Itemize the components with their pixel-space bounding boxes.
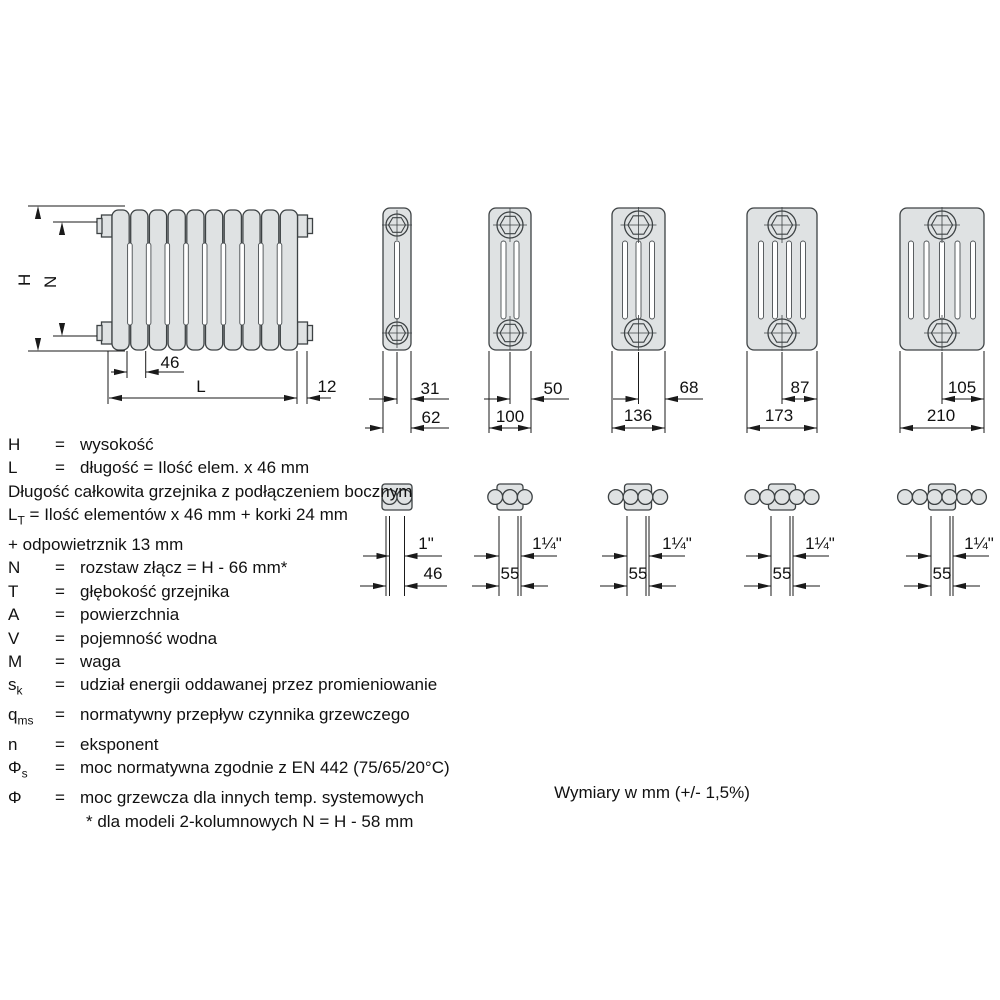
description: głębokość grzejnika — [80, 581, 230, 601]
nipple-left-bottom — [102, 322, 113, 344]
legend-row-n-exponent — [8, 733, 498, 756]
legend-row-l — [8, 456, 498, 479]
description: normatywny przepływ czynnika grzewczego — [80, 705, 410, 725]
description: udział energii oddawanej przez promieniowanie — [80, 675, 438, 695]
depth-label: 210 — [926, 406, 956, 425]
nipple-right-bottom-flange — [308, 326, 313, 341]
description: moc normatywna zgodnie z EN 442 (75/65/20°C) — [80, 758, 450, 778]
equals: = — [55, 758, 65, 778]
half-depth-label: 31 — [420, 379, 440, 398]
description: wysokość — [80, 435, 154, 454]
symbol: T — [8, 581, 19, 601]
half-depth-label: 105 — [947, 378, 977, 397]
legend-row-total-length-note: Długość całkowita grzejnika z podłączeniem bocznym — [8, 481, 413, 501]
pitch-label: 55 — [932, 564, 952, 583]
pitch-label: 55 — [500, 564, 520, 583]
equals: = — [55, 652, 65, 672]
height-dim-label: H — [15, 273, 34, 286]
symbol: L — [8, 505, 18, 525]
symbol: N — [8, 558, 21, 578]
symbol: n — [8, 735, 18, 755]
description: eksponent — [80, 735, 159, 755]
nipple-right-top — [298, 215, 308, 237]
symbol-subscript: T — [17, 513, 25, 528]
pitch-label: 55 — [772, 564, 792, 583]
symbol: V — [8, 628, 20, 648]
front-view-slots — [128, 243, 282, 325]
side-view-6-column — [900, 207, 984, 433]
symbol: Φ — [8, 758, 22, 778]
symbol-subscript: ms — [17, 713, 34, 728]
length-dim-label: L — [196, 377, 206, 396]
legend-row-t — [8, 580, 498, 603]
legend — [8, 433, 498, 833]
symbol: Φ — [8, 788, 22, 808]
symbol: A — [8, 605, 20, 625]
thread-size-label: 1¼" — [662, 534, 692, 553]
legend-row-lt — [8, 503, 498, 533]
legend-row-v — [8, 627, 498, 650]
side-view-3-column — [484, 208, 569, 433]
pitch-label: 55 — [628, 564, 648, 583]
dimensions-footnote: Wymiary w mm (+/- 1,5%) — [554, 783, 750, 802]
pitch-label: 46 — [423, 564, 443, 583]
legend-row-n — [8, 556, 498, 579]
depth-label: 173 — [764, 406, 794, 425]
description: waga — [80, 652, 121, 672]
side-view-2-column — [365, 208, 449, 433]
nipple-right-top-flange — [308, 219, 313, 234]
top-view-5-column — [744, 484, 835, 596]
top-view-4-column — [600, 484, 692, 596]
description: = Ilość elementów x 46 mm + korki 24 mm — [29, 505, 348, 525]
half-depth-label: 50 — [543, 379, 563, 398]
symbol-subscript: k — [16, 683, 23, 698]
nipple-right-bottom — [298, 322, 308, 344]
legend-row-a — [8, 603, 498, 626]
symbol: H — [8, 435, 21, 454]
symbol: s — [8, 675, 17, 695]
description: pojemność wodna — [80, 628, 218, 648]
nipple-left-top-flange — [97, 219, 102, 234]
legend-row-footnote-2col: * dla modeli 2-kolumnowych N = H - 58 mm — [86, 811, 414, 831]
equals: = — [55, 435, 65, 454]
thread-size-label: 1¼" — [964, 534, 994, 553]
equals: = — [55, 705, 65, 725]
symbol: q — [8, 705, 18, 725]
symbol: L — [8, 458, 18, 478]
equals: = — [55, 628, 65, 648]
equals: = — [55, 735, 65, 755]
description: moc grzewcza dla innych temp. systemowych — [80, 788, 424, 808]
thread-size-label: 1¼" — [805, 534, 835, 553]
half-depth-label: 87 — [790, 378, 810, 397]
equals: = — [55, 605, 65, 625]
description: powierzchnia — [80, 605, 180, 625]
legend-row-phi-s — [8, 756, 498, 786]
legend-row-air-vent: + odpowietrznik 13 mm — [8, 535, 184, 555]
equals: = — [55, 581, 65, 601]
side-view-5-column — [747, 207, 817, 433]
nipple-left-bottom-flange — [97, 326, 102, 341]
equals: = — [55, 458, 65, 478]
depth-label: 100 — [495, 407, 525, 426]
depth-label: 136 — [623, 406, 653, 425]
equals: = — [55, 675, 65, 695]
legend-row-qms — [8, 703, 498, 733]
nipple-left-top — [102, 215, 113, 237]
thread-size-label: 1" — [418, 534, 434, 553]
radiator-front-view — [97, 210, 313, 350]
legend-row-phi — [8, 786, 498, 809]
description: długość = Ilość elem. x 46 mm — [80, 458, 310, 478]
element-pitch-dim-label: 46 — [160, 353, 180, 372]
legend-row-m — [8, 650, 498, 673]
legend-row-sk — [8, 673, 498, 703]
equals: = — [55, 788, 65, 808]
side-view-4-column — [612, 207, 703, 433]
equals: = — [55, 558, 65, 578]
joint-spacing-dim-label: N — [41, 275, 60, 288]
depth-label: 62 — [421, 408, 441, 427]
legend-row-h — [8, 433, 498, 456]
top-view-6-column — [898, 484, 994, 596]
symbol: M — [8, 652, 23, 672]
side-connection-dim-label: 12 — [317, 377, 337, 396]
thread-size-label: 1¼" — [532, 534, 562, 553]
half-depth-label: 68 — [679, 378, 699, 397]
symbol-subscript: s — [21, 766, 28, 781]
description: rozstaw złącz = H - 66 mm* — [80, 558, 288, 578]
